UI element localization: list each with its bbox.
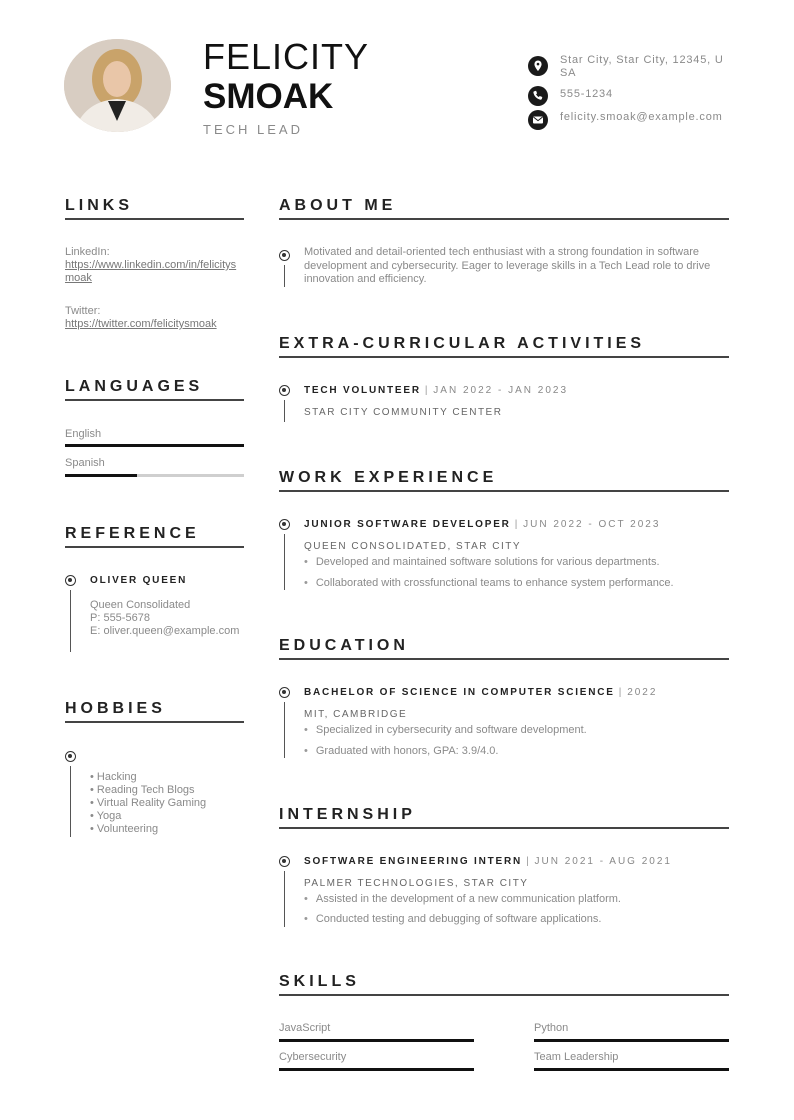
languages-divider [65,399,244,401]
skill-cybersecurity-bar [279,1068,474,1071]
internship-divider [279,827,729,829]
twitter-link-block [65,305,250,331]
activities-marker-icon [279,385,290,396]
hobbies-list [90,771,206,836]
internship-sep: | [526,856,531,867]
twitter-link[interactable]: https://twitter.com/felicitysmoak [65,318,217,330]
skill-javascript-bar [279,1039,474,1042]
contact-email[interactable]: felicity.smoak@example.com [560,111,723,123]
location-icon [528,56,548,76]
skill-leadership-bar-fill [534,1068,729,1071]
twitter-label: Twitter: [65,305,101,317]
reference-phone: P: 555-5678 [90,612,150,624]
activity-sep: | [424,385,430,396]
education-year: 2022 [627,687,658,698]
about-marker-icon [279,250,290,261]
activity-role: TECH VOLUNTEER [304,385,421,396]
reference-email[interactable]: E: oliver.queen@example.com [90,625,240,637]
reference-marker-icon [65,575,76,586]
language-spanish-bar [65,474,244,477]
internship-bullet: • Assisted in the development of a new communication platform. [304,893,621,905]
activities-heading: EXTRA-CURRICULAR ACTIVITIES [279,335,646,352]
education-degree: BACHELOR OF SCIENCE IN COMPUTER SCIENCE [304,687,615,698]
skill-leadership-bar [534,1068,729,1071]
education-entry-heading [304,687,657,698]
activities-timeline-line [284,400,285,422]
language-english-label: English [65,428,102,440]
last-name: SMOAK [203,77,334,116]
links-divider [65,218,244,220]
linkedin-link-block [65,246,245,285]
activity-heading [304,385,568,396]
work-marker-icon [279,519,290,530]
skill-python-label: Python [534,1022,569,1034]
language-spanish-bar-fill [65,474,137,477]
hobbies-marker-icon [65,751,76,762]
education-bullet: • Graduated with honors, GPA: 3.9/4.0. [304,745,498,757]
reference-timeline-line [70,590,71,652]
skill-leadership-label: Team Leadership [534,1051,619,1063]
hobby-item: • Virtual Reality Gaming [90,797,207,809]
internship-marker-icon [279,856,290,867]
hobby-item: • Yoga [90,810,122,822]
hobbies-heading: HOBBIES [65,700,166,717]
activities-divider [279,356,729,358]
about-text: Motivated and detail-oriented tech enthusiast with a strong foundation in software development and cybersecurity. Eager to leverage skills in a Tech Lead role to drive innovation and efficiency. [304,246,711,285]
phone-icon [528,86,548,106]
education-org: MIT, CAMBRIDGE [304,709,408,720]
education-heading: EDUCATION [279,637,409,654]
email-icon [528,110,548,130]
profile-photo [64,39,171,132]
work-entry-heading [304,519,660,530]
activity-dates: JAN 2022 - JAN 2023 [433,385,568,396]
education-sep: | [618,687,624,698]
skill-javascript-label: JavaScript [279,1022,331,1034]
contact-address: Star City, Star City, 12345, USA [560,54,724,79]
about-timeline-line [284,265,285,287]
linkedin-label: LinkedIn: [65,246,110,258]
about-divider [279,218,729,220]
hobby-item: • Hacking [90,771,137,783]
hobby-item: • Reading Tech Blogs [90,784,195,796]
education-divider [279,658,729,660]
education-bullet: • Specialized in cybersecurity and software development. [304,724,587,736]
internship-bullet: • Conducted testing and debugging of software applications. [304,913,601,925]
education-timeline-line [284,702,285,758]
work-heading: WORK EXPERIENCE [279,469,498,486]
work-sep: | [514,519,520,530]
skill-cybersecurity-label: Cybersecurity [279,1051,347,1063]
about-heading: ABOUT ME [279,197,397,214]
skills-heading: SKILLS [279,973,360,990]
hobbies-divider [65,721,244,723]
skill-python-bar [534,1039,729,1042]
internship-role: SOFTWARE ENGINEERING INTERN [304,856,523,867]
language-spanish-label: Spanish [65,457,105,469]
contact-phone: 555-1234 [560,88,613,100]
work-bullet: • Collaborated with crossfunctional teams to enhance system performance. [304,577,674,589]
hobbies-timeline-line [70,766,71,837]
links-heading: LINKS [65,197,133,214]
internship-dates: JUN 2021 - AUG 2021 [534,856,672,867]
work-divider [279,490,729,492]
skill-cybersecurity-bar-fill [279,1068,474,1071]
work-org: QUEEN CONSOLIDATED, STAR CITY [304,541,522,552]
reference-name: OLIVER QUEEN [90,575,188,586]
reference-heading: REFERENCE [65,525,200,542]
linkedin-link[interactable]: https://www.linkedin.com/in/felicitysmoak [65,259,237,284]
internship-timeline-line [284,871,285,927]
reference-details [90,599,240,638]
skill-python-bar-fill [534,1039,729,1042]
internship-heading: INTERNSHIP [279,806,416,823]
languages-heading: LANGUAGES [65,378,204,395]
skills-divider [279,994,729,996]
reference-company: Queen Consolidated [90,599,191,611]
language-english-bar-fill [65,444,244,447]
activity-org: STAR CITY COMMUNITY CENTER [304,407,503,418]
hobby-item: • Volunteering [90,823,159,835]
skill-javascript-bar-fill [279,1039,474,1042]
job-title: TECH LEAD [203,122,303,137]
work-bullet: • Developed and maintained software solutions for various departments. [304,556,660,568]
work-timeline-line [284,534,285,590]
education-marker-icon [279,687,290,698]
work-role: JUNIOR SOFTWARE DEVELOPER [304,519,511,530]
work-dates: JUN 2022 - OCT 2023 [523,519,661,530]
language-english-bar [65,444,244,447]
reference-divider [65,546,244,548]
internship-entry-heading [304,856,672,867]
first-name: FELICITY [203,36,370,77]
internship-org: PALMER TECHNOLOGIES, STAR CITY [304,878,529,889]
